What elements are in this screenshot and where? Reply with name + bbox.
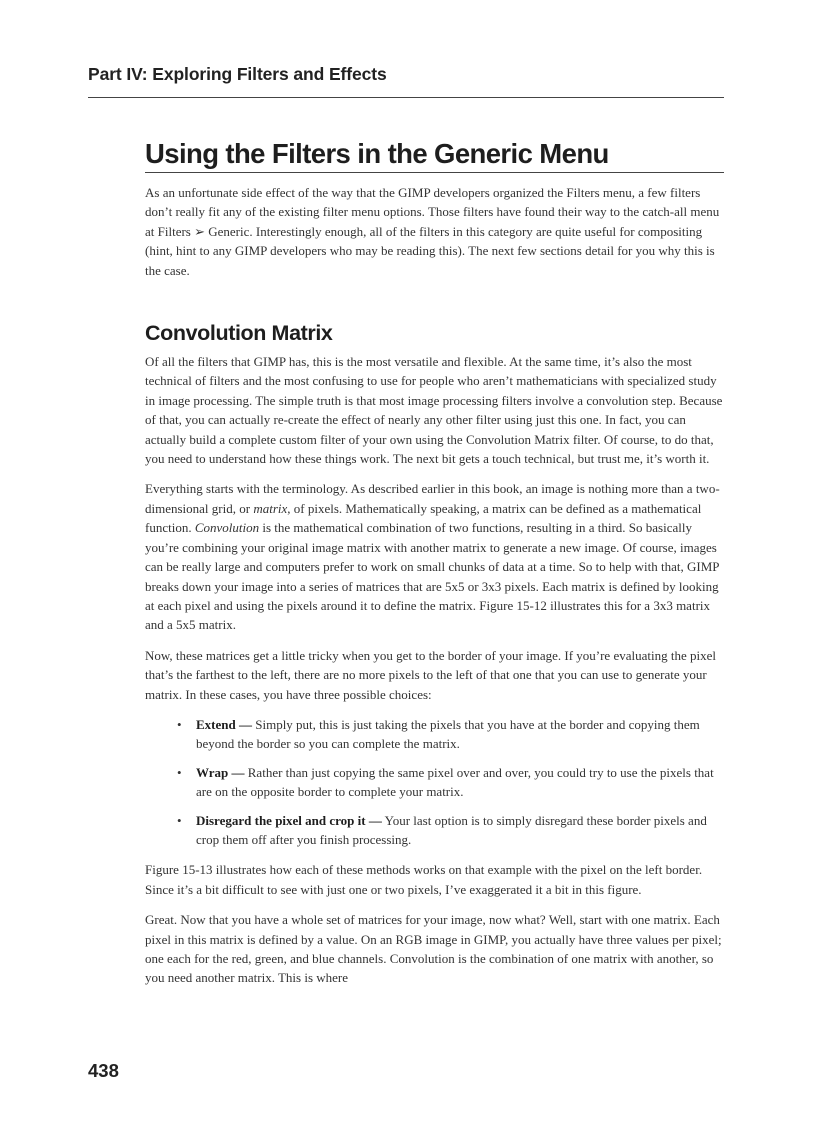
chapter-title: Using the Filters in the Generic Menu [145,137,724,173]
intro-paragraph: As an unfortunate side effect of the way that the GIMP developers organized the Filters menu, a few filters don’t really fit any of the existing filter menu options. Those filters have found their way to the catch-all menu at Filters ➢ Generic. Interestingly enough, all of the filters in this category are quite useful for compositing (hint, hint to any GIMP developers who may be reading this). The next few sections detail for you why this is the case. [145,185,720,278]
list-item [177,715,724,754]
bullet-icon: • [177,716,182,732]
choice-text: Simply put, this is just taking the pixels that you have at the border and copying them beyond the border so you can complete the matrix. [196,716,700,752]
paragraph-2 [145,479,724,634]
choice-text: Rather than just copying the same pixel over and over, you could try to use the pixels that are on the opposite border to complete your matrix. [196,764,714,800]
bullet-icon: • [177,764,182,780]
choice-term: Wrap — [196,764,245,780]
paragraph-2-part-b: , of pixels. Mathematically speaking, a matrix can be defined as a mathematical function. [145,500,702,536]
bullet-icon: • [177,812,182,828]
choices-list [145,715,724,849]
paragraph-2-part-c: is the mathematical combination of two functions, resulting in a third. So basically you’re combining your original image matrix with another matrix to generate a new image. Of course, images can be really large and computers prefer to work on small chunks of data at a time. So to help with that, GIMP breaks down your image into a series of matrices that are 5x5 or 3x3 pixels. Each matrix is defined by looking at each pixel and using the pixels around it to define the matrix. Figure 15-12 illustrates this for a 3x3 matrix and a 5x5 matrix. [145,520,720,633]
paragraph-2-part-a: Everything starts with the terminology. As described earlier in this book, an image is nothing more than a two-dimensional grid, or [145,481,720,516]
term-matrix: matrix [253,500,288,516]
paragraph-5: Great. Now that you have a whole set of matrices for your image, now what? Well, start with one matrix. Each pixel in this matrix is defined by a value. On an RGB image in GIMP, you actually have three values per pixel; one each for the red, green, and blue channels. Convolution is the combination of one matrix with another, so you need another matrix. This is where [145,912,722,986]
header-rule [88,97,724,98]
page-number: 438 [88,1060,119,1081]
section-heading: Convolution Matrix [145,321,333,346]
choice-term: Disregard the pixel and crop it — [196,812,382,828]
choice-term: Extend — [196,716,252,732]
paragraph-3: Now, these matrices get a little tricky when you get to the border of your image. If you’re evaluating the pixel that’s the farthest to the left, there are no more pixels to the left of that one that you can use to generate your matrix. In these cases, you have three possible choices: [145,647,716,702]
running-head: Part IV: Exploring Filters and Effects [88,64,387,84]
paragraph-4: Figure 15-13 illustrates how each of these methods works on that example with the pixel on the left border. Since it’s a bit difficult to see with just one or two pixels, I’ve exaggerated it a bit in this figure. [145,862,703,897]
list-item [177,763,724,802]
term-convolution: Convolution [194,520,260,536]
choice-text: Your last option is to simply disregard these border pixels and crop them off after you finish processing. [196,812,707,847]
page-content [145,183,724,999]
list-item [177,811,724,850]
paragraph-1: Of all the filters that GIMP has, this is the most versatile and flexible. At the same time, it’s also the most technical of filters and the most confusing to use for people who aren’t mathematicians with specialized study in image processing. The simple truth is that most image processing filters involve a convolution step. Because of that, you can actually re-create the effect of nearly any other filter using just this one. In fact, you can actually build a complete custom filter of your own using the Convolution Matrix filter. Of course, to do that, you need to understand how these things work. The next bit gets a touch technical, but trust me, it’s worth it. [145,354,723,467]
